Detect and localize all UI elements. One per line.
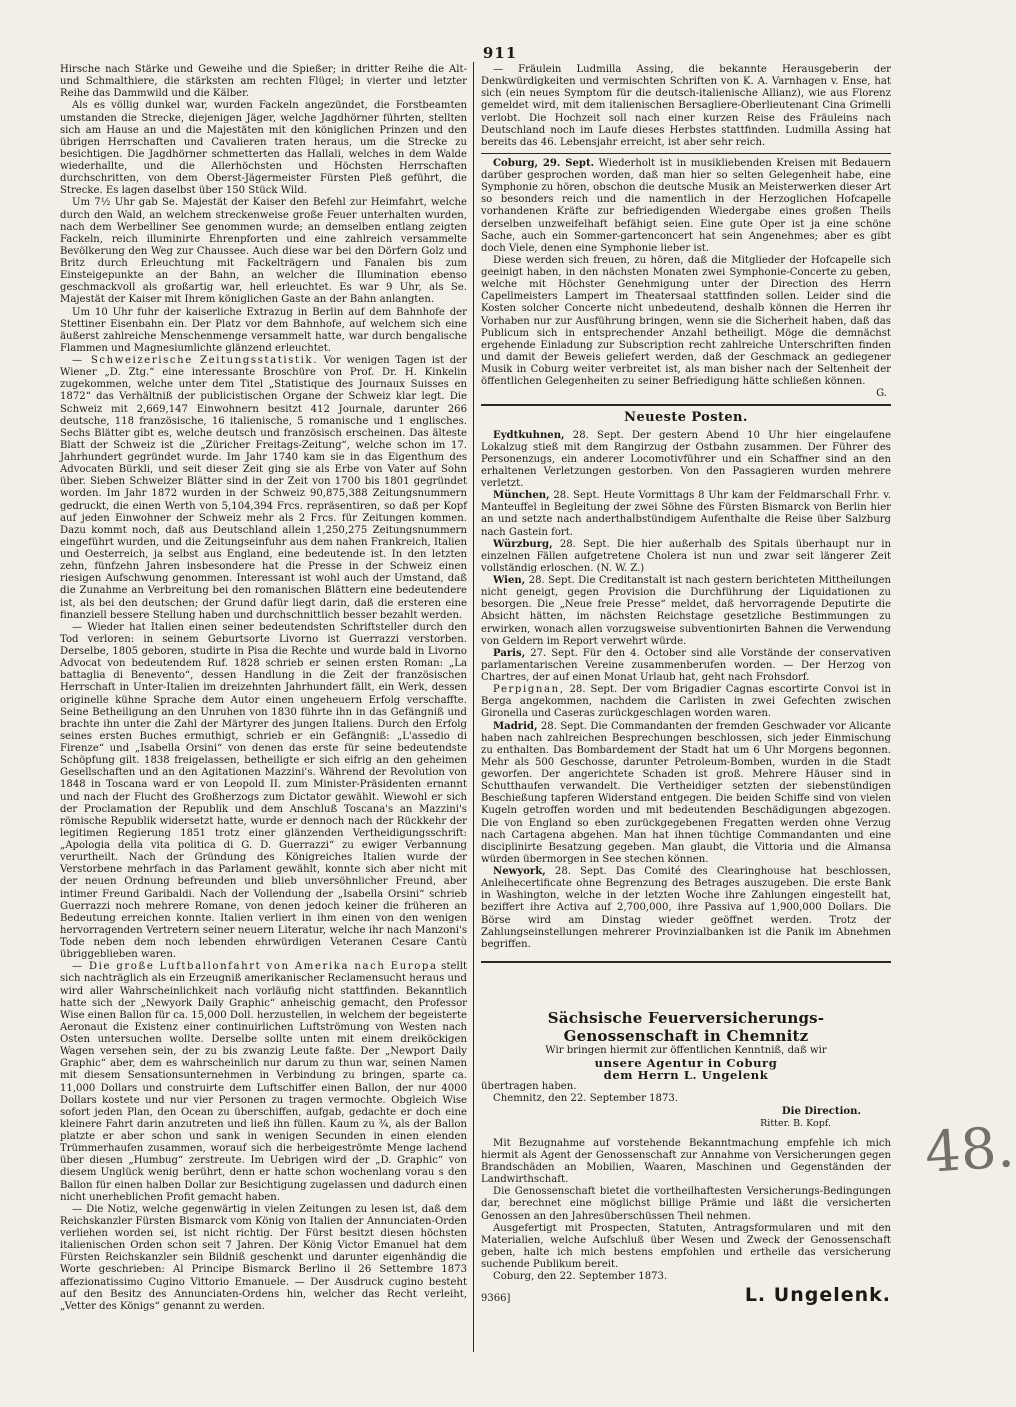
dateline: Eydtkuhnen, bbox=[493, 429, 565, 441]
news-body: 28. Sept. Die Commandanten der fremden Geschwader vor Alicante haben nach zahlreichen Besprechungen beschlossen, sich jeder Einmischung zu enthalten. Das Bombardement der Stadt hat um 6 Uhr Morgens begonnen. Mehr als 500 Geschosse, darunter Petroleum-Bomben, wurden in die Stadt geworfen. Der angerichtete Schaden ist groß. Mehrere Häuser sind in Schutthaufen verwandelt. Die Vertheidiger setzten der siebenstündigen Beschießung tapferen Widerstand entgegen. Die beiden Schiffe sind von vielen Kugeln getroffen worden und mit bedeutenden Beschädigungen abgezogen. Die von England so eben zurückgegebenen Fregatten werden ohne Verzug nach Cartagena abgehen. Man hat ihnen tüchtige Commandanten und eine disciplinirte Besatzung gegeben. Man glaubt, die Vittoria und die Almansa würden übermorgen in See stechen können. bbox=[481, 720, 891, 865]
article-body: Vor wenigen Tagen ist der Wiener „D. Ztg.“ eine interessante Broschüre von Prof. Dr. H. Kinkelin zugekommen, welche unter dem Titel „Statistique des Journaux Suisses en 1872“ das Verhältniß der publicistischen Organe der Schweiz klar legt. Die Schweiz mit 2,669,147 Einwohnern besitzt 412 Journale, darunter 266 deutsche, 118 französische, 16 italienische, 5 romanische und 1 englisches. Sechs Blätter gibt es, welche deutsch und französisch erscheinen. Das älteste Blatt der Schweiz ist die „Züricher Freitags-Zeitung“, welche schon im 17. Jahrhundert gegründet wurde. Im Jahr 1740 kam sie in das Eigenthum des Advocaten Bürkli, und seit dieser Zeit ging sie als Erbe von Vater auf Sohn über. Sieben Schweizer Blätter sind in der Zeit von 1700 bis 1801 gegründet worden. Im Jahr 1872 wurden in der Schweiz 90,875,388 Zeitungsnummern gedruckt, die einen Werth von 5,104,394 Frcs. repräsentiren, so daß per Kopf auf jeden Einwohner der Schweiz mehr als 2 Frcs. für Zeitungen kommen. Dazu kommt noch, daß aus Deutschland allein 1,250,275 Zeitungsnummern eingeführt wurden, und die Zeitungseinfuhr aus dem nahen Frankreich, Italien und Oesterreich, ja selbst aus England, eine bedeutende ist. In den letzten zehn, fünfzehn Jahren insbesondere hat die Presse in der Schweiz einen riesigen Aufschwung genommen. Interessant ist wohl auch der Umstand, daß die Zunahme an Verbreitung bei den romanischen Blättern eine bedeutendere ist, als bei den deutschen; der Grund dafür liegt darin, daß die ersteren eine finanziell bessere Stellung haben und durchschnittlich besser bezahlt werden. bbox=[60, 355, 467, 621]
article-paragraph: — Fräulein Ludmilla Assing, die bekannte Herausgeberin der Denkwürdigkeiten und vermischten Schriften von K. A. Varnhagen v. Ense, hat sich (ein neues Symptom für die deutsch-italienische Allianz), wie aus Florenz gemeldet wird, mit dem italienischen Bersagliere-Oberlieutenant Cina Grimelli verlobt. Die Hochzeit soll nach einer kurzen Reise des Fräuleins nach Deutschland noch im Laufe dieses Herbstes stattfinden. Ludmilla Assing hat bereits das 46. Lebensjahr erreicht, ist aber sehr reich. bbox=[481, 64, 891, 148]
article-paragraph bbox=[60, 961, 467, 1204]
news-body: 28. Sept. Der vom Brigadier Cagnas escortirte Convoi ist in Berga angekommen, nachdem die Carlisten in zwei Gefechten zwischen Gironella und Caseras zurückgeschlagen worden waren. bbox=[481, 684, 891, 720]
ad-code: 9366] bbox=[481, 1293, 511, 1305]
ad-footer bbox=[481, 1284, 891, 1307]
news-item bbox=[481, 430, 891, 491]
dateline: München, bbox=[493, 490, 550, 502]
dateline: Newyork, bbox=[493, 866, 546, 877]
ad-signatories: Ritter. B. Kopf. bbox=[760, 1117, 831, 1129]
right-column bbox=[481, 64, 891, 1354]
ad-line: übertragen haben. bbox=[481, 1081, 577, 1093]
article-paragraph: Als es völlig dunkel war, wurden Fackeln angezündet, die Forstbeamten umstanden die Strecke, diejenigen Jäger, welche Jagdhörner führten, stellten sich am Hause an und die Majestäten mit den königlichen Prinzen und den übrigen Herrschaften und Cavalieren traten heraus, um die Strecke zu besichtigen. Die Jagdhörner schmetterten das Hallali, welches in dem Walde wiederhallte, und die Allerhöchsten und Höchsten Herrschaften durchschritten, von dem Oberst-Jägermeister Fürsten Pleß geführt, die Strecke. Es lagen daselbst über 150 Stück Wild. bbox=[60, 100, 467, 197]
section-rule bbox=[481, 404, 891, 406]
article-paragraph: — Die Notiz, welche gegenwärtig in vielen Zeitungen zu lesen ist, daß dem Reichskanzler Fürsten Bismarck vom König von Italien der Annunciaten-Orden verliehen worden sei, ist nicht richtig. Der Fürst besitzt diesen höchsten italienischen Orden schon seit 7 Jahren. Der König Victor Emanuel hat dem Fürsten Reichskanzler sein Bildniß geschenkt und darunter eigenhändig die Worte geschrieben: Al Principe Bismarck Berlino il 26 Settembre 1873 affezionatissimo Cugino Vittorio Emanuele. — Der Ausdruck cugino besteht auf den Besitz des Annunciaten-Ordens hin, welcher das Recht verleiht, „Vetter des Königs“ genannt zu werden. bbox=[60, 1203, 467, 1312]
section-rule bbox=[481, 961, 891, 963]
article-paragraph bbox=[60, 622, 467, 962]
ad-paragraph: Mit Bezugnahme auf vorstehende Bekanntmachung empfehle ich mich hiermit als Agent der Genossenschaft zur Annahme von Versicherungen gegen Brandschäden an Mobilien, Waaren, Maschinen und Gegenständen der Landwirthschaft. bbox=[481, 1137, 891, 1186]
article-paragraph: Um 10 Uhr fuhr der kaiserliche Extrazug in Berlin auf dem Bahnhofe der Stettiner Eisenbahn ein. Der Platz vor dem Bahnhofe, auf welchem sich eine äußerst zahlreiche Menschenmenge versammelt hatte, war durch bengalische Flammen und Magnesiumlichte glänzend erleuchtet. bbox=[60, 306, 467, 354]
article-body: stellt sich nachträglich als ein Erzeugniß amerikanischer Reclamensucht heraus und wird aller Wahrscheinlichkeit nach vorläufig nicht stattfinden. Bekanntlich hatte sich der „Newyork Daily Graphic“ anheischig gemacht, den Professor Wise einen Ballon für ca. 15,000 Doll. herzustellen, in welchem der begeisterte Aeronaut die Existenz einer continuirlichen Luftströmung von Westen nach Osten untersuchen wollte. Derselbe sollte unten mit einem dreiköckigen Wagen versehen sein, der zu bis zwanzig Leute faßte. Der „Newport Daily Graphic“ aber, dem es wahrscheinlich nur darum zu thun war, seinen Namen mit diesem Sensationsunternehmen in Verbindung zu bringen, sparte ca. 11,000 Dollars und construirte dem Luftschiffer einen Ballon, der nur 4000 Dollars kostete und nur vier Personen zu tragen vermochte. Obgleich Wise sofort jeden Plan, den Ocean zu überschiffen, aufgab, gedachte er doch eine kleinere Fahrt darin anzutreten und ließ ihn füllen. Kaum zu ¾, als der Ballon platzte er aber schon und sank in wenigen Secunden in einen elenden Trümmerhaufen zusammen, worauf sich die herbeigeströmte Menge lachend über diesen „Humbug“ zerstreute. Im Uebrigen wird der „D. Graphic“ von diesem Unglück wenig berührt, denn er hatte schon wochenlang vorau s den Ballon für einen halben Dollar zur Besichtigung zugelassen und dadurch einen nicht unerheblichen Profit gemacht haben. bbox=[60, 961, 467, 1203]
ad-agency-line: unsere Agentur in Coburg bbox=[594, 1056, 778, 1070]
dateline: Würzburg, bbox=[493, 538, 553, 550]
article-paragraph: Um 7½ Uhr gab Se. Majestät der Kaiser den Befehl zur Heimfahrt, welche durch den Wald, an welchem streckenweise große Feuer unterhalten wurden, nach dem Werbelliner See genommen wurde; an demselben entlang zeigten Fackeln, reich illuminirte Ehrenpforten und eine zahlreich versammelte Bevölkerung den Weg zur Chaussee. Auch diese war bei den Dörfern Golz und Britz durch Erleuchtung mit Fackelträgern und Fanalen bis zum Einsteigepunkte an der Bahn, an welcher die Illumination ebenso geschmackvoll als großartig war, hell erleuchtet. Es war 9 Uhr, als Se. Majestät der Kaiser mit Ihrem königlichen Gaste an der Bahn anlangten. bbox=[60, 197, 467, 306]
news-item bbox=[481, 684, 891, 720]
news-item bbox=[481, 539, 891, 575]
article-paragraph bbox=[60, 355, 467, 622]
news-body: 28. Sept. Das Comité des Clearinghouse hat beschlossen, Anleihecertificate ohne Begrenzung des Betrages auszugeben. Die erste Bank in Washington, welche in der letzten Woche ihre Zahlungen eingestellt hat, beziffert ihre Activa auf 2,700,000, ihre Passiva auf 1,900,000 Dollars. Die Börse wird am Dinstag wieder geöffnet werden. Trotz der Zahlungseinstellungen mehrerer Provinzialbanken ist die Panik im Abnehmen begriffen. bbox=[481, 866, 891, 950]
dateline: Paris, bbox=[493, 647, 526, 659]
article-body: Wiederholt ist in musikliebenden Kreisen mit Bedauern darüber gesprochen worden, daß man hier so selten Gelegenheit habe, eine Symphonie zu hören, obschon die deutsche Musik an Meisterwerken dieser Art so besonders reich und die namentlich in der Herzoglichen Hofcapelle vorhandenen Kräfte zur befriedigenden Wiedergabe eines großen Theils derselben unzweifelhaft befähigt seien. Eine gute Oper ist ja eine schöne Sache, auch ein Sommer-gartenconcert hat sein Angenehmes; aber es gibt doch Viele, denen eine Symphonie lieber ist. bbox=[481, 157, 891, 254]
news-item bbox=[481, 648, 891, 684]
news-body: 28. Sept. Der gestern Abend 10 Uhr hier eingelaufene Lokalzug stieß mit dem Rangirzug der Ostbahn zusammen. Der Führer des Personenzugs, ein anderer Locomotivführer und ein Schaffner sind an den erhaltenen Verletzungen gestorben. Von den Passagieren wurden mehrere verletzt. bbox=[481, 429, 891, 489]
ad-date: Coburg, den 22. September 1873. bbox=[493, 1271, 668, 1283]
handwritten-mark: 48. bbox=[922, 1114, 1016, 1187]
author-signature: G. bbox=[876, 388, 887, 400]
section-rule bbox=[481, 153, 891, 154]
ad-agent-line: dem Herrn L. Ungelenk bbox=[603, 1068, 769, 1083]
news-body: 28. Sept. Heute Vormittags 8 Uhr kam der Feldmarschall Frhr. v. Manteuffel in Begleitung der zwei Söhne des Fürsten Bismarck von Berlin hier an und setzte nach anderthalbstündigem Aufenthalte die Reise über Salzburg nach Gastein fort. bbox=[481, 490, 891, 538]
news-item bbox=[481, 575, 891, 648]
article-lead: — Schweizerische Zeitungsstatistik. bbox=[72, 355, 319, 366]
article-paragraph bbox=[481, 158, 891, 255]
article-lead: — Wieder hat Italien einen seiner bedeutendsten Schriftsteller durch den Tod verloren: bbox=[60, 621, 467, 645]
news-body: 27. Sept. Für den 4. October sind alle Vorstände der conservativen parlamentarischen Vereine zusammenberufen worden. — Der Herzog von Chartres, der auf einen Monat Urlaub hat, geht nach Frohsdorf. bbox=[481, 647, 891, 683]
ad-paragraph: Ausgefertigt mit Prospecten, Statuten, Antragsformularen und mit den Materialien, welche Aufschluß über Wesen und Zweck der Genossenschaft geben, halte ich mich bestens empfohlen und ertheile das versicherung suchende Publikum bereit. bbox=[481, 1222, 891, 1270]
news-body: 28. Sept. Die Creditanstalt ist nach gestern berichteten Mittheilungen nicht geneigt, gegen Provision die Durchführung der Liquidationen zu besorgen. Die „Neue freie Presse“ meldet, daß hervorragende Deputirte die Absicht hätten, im nächsten Reichstage gesetzliche Bestimmungen zu erwirken, wonach allen vorzugsweise subventionirten Bahnen die Verwendung von Geldern im Report verwehrt würde. bbox=[481, 575, 891, 647]
ad-signature: Die Direction. bbox=[781, 1105, 861, 1117]
page-number: 911 bbox=[482, 44, 518, 62]
news-body: 28. Sept. Die hier außerhalb des Spitals überhaupt nur in einzelnen Fällen aufgetretene Cholera ist nun und zwar seit längerer Zeit vollständig erloschen. (N. W. Z.) bbox=[481, 538, 891, 574]
news-item bbox=[481, 866, 891, 951]
ad-date: Chemnitz, den 22. September 1873. bbox=[493, 1093, 679, 1105]
dateline: Wien, bbox=[493, 575, 526, 586]
dateline: Perpignan, bbox=[493, 684, 565, 696]
dateline: Coburg, 29. Sept. bbox=[493, 157, 595, 169]
article-lead: — Die große Luftballonfahrt von Amerika nach Europa bbox=[72, 961, 438, 973]
news-item bbox=[481, 721, 891, 867]
article-body: in seinem Geburtsorte Livorno ist Guerrazzi verstorben. Derselbe, 1805 geboren, studirte in Pisa die Rechte und wurde bald in Livorno Advocat von bedeutendem Ruf. 1828 schrieb er seinen ersten Roman: „La battaglia di Benevento“, dessen Handlung in die Zeit der französischen Herrschaft in Unter-Italien im dreizehnten Jahrhundert fällt, ein Werk, dessen originelle kühne Sprache dem Autor einen ungeheuern Erfolg verschaffte. Seine Betheiligung an den Unruhen von 1830 führte ihn in das Gefängniß und brachte ihn unter die Zahl der Märtyrer des jungen Italiens. Durch den Erfolg seines ersten Buches ermuthigt, schrieb er ein Gefängniß: „L'assedio di Firenze“ und „Isabella Orsini“ von denen das erste für seine bedeutendste Schöpfung gilt. 1838 freigelassen, betheiligte er sich eifrig an den geheimen Gesellschaften und an den Agitationen Mazzini's. Während der Revolution von 1848 in Toscana ward er von Leopold II. zum Minister-Präsidenten ernannt und nach der Flucht des Großherzogs zum Dictator gewählt. Wiewohl er sich der Proclamation der Republik und dem Anschluß Toscana's an Mazzini's römische Republik widersetzt hatte, wurde er dennoch nach der Rückkehr der legitimen Regierung 1851 trotz einer glänzenden Vertheidigungsschrift: „Apologia della vita politica di G. D. Guerrazzi“ zu ewiger Verbannung verurtheilt. Nach der Gründung des Königreiches Italien wurde der Verstorbene mehrfach in das Parlament gewählt, konnte sich aber nicht mit der neuen Ordnung befreunden und blieb unversöhnlicher Freund, aber intimer Freund Garibaldi. Nach der Vollendung der „Isabella Orsini“ schrieb Guerrazzi noch mehrere Romane, von denen jedoch keiner die früheren an Bedeutung erreichen konnte. Italien verliert in ihm einen von den wenigen hervorragenden Vertretern seiner neuern Literatur, welche ihr nach Manzoni's Tode neben dem noch lebenden ehrwürdigen Veteranen Cesare Cantù übriggeblieben waren. bbox=[60, 633, 467, 961]
article-paragraph: Diese werden sich freuen, zu hören, daß die Mitglieder der Hofcapelle sich geeinigt haben, in den nächsten Monaten zwei Symphonie-Concerte zu geben, welche mit Höchster Genehmigung unter der Direction des Herrn Capellmeisters Lampert im Theatersaal stattfinden sollen. Leider sind die Kosten solcher Concerte nicht unbedeutend, deshalb können die Herren ihr Vorhaben nur zur Ausführung bringen, wenn sie die Sicherheit haben, daß das Publicum sich in entsprechender Anzahl betheiligt. Möge die demnächst ergehende Einladung zur Subscription recht zahlreiche Unterschriften finden und damit der Beweis geliefert werden, daß der Geschmack an gediegener Musik in Coburg weiter verbreitet ist, als man bisher nach der Seltenheit der öffentlichen Gelegenheiten zu seiner Befriedigung hätte schließen können. bbox=[481, 254, 891, 388]
news-item bbox=[481, 490, 891, 539]
advertisement-title: Sächsische Feuerversicherungs-Genossenschaft in Chemnitz bbox=[547, 1008, 825, 1045]
ad-firm-name: L. Ungelenk. bbox=[744, 1284, 891, 1307]
left-column bbox=[60, 64, 467, 1354]
section-heading: Neueste Posten. bbox=[624, 410, 748, 426]
article-paragraph: Hirsche nach Stärke und Geweihe und die Spießer; in dritter Reihe die Alt- und Schmalthiere, die stärksten am rechten Flügel; in vierter und letzter Reihe das Dammwild und die Kälber. bbox=[60, 64, 467, 100]
ad-paragraph: Die Genossenschaft bietet die vortheilhaftesten Versicherungs-Bedingungen dar, berechnet eine möglichst billige Prämie und läßt die versicherten Genossen an den Jahresüberschüssen Theil nehmen. bbox=[481, 1186, 891, 1222]
ad-line: Wir bringen hiermit zur öffentlichen Kenntniß, daß wir bbox=[545, 1044, 827, 1056]
dateline: Madrid, bbox=[493, 720, 538, 732]
column-divider bbox=[473, 62, 474, 1352]
